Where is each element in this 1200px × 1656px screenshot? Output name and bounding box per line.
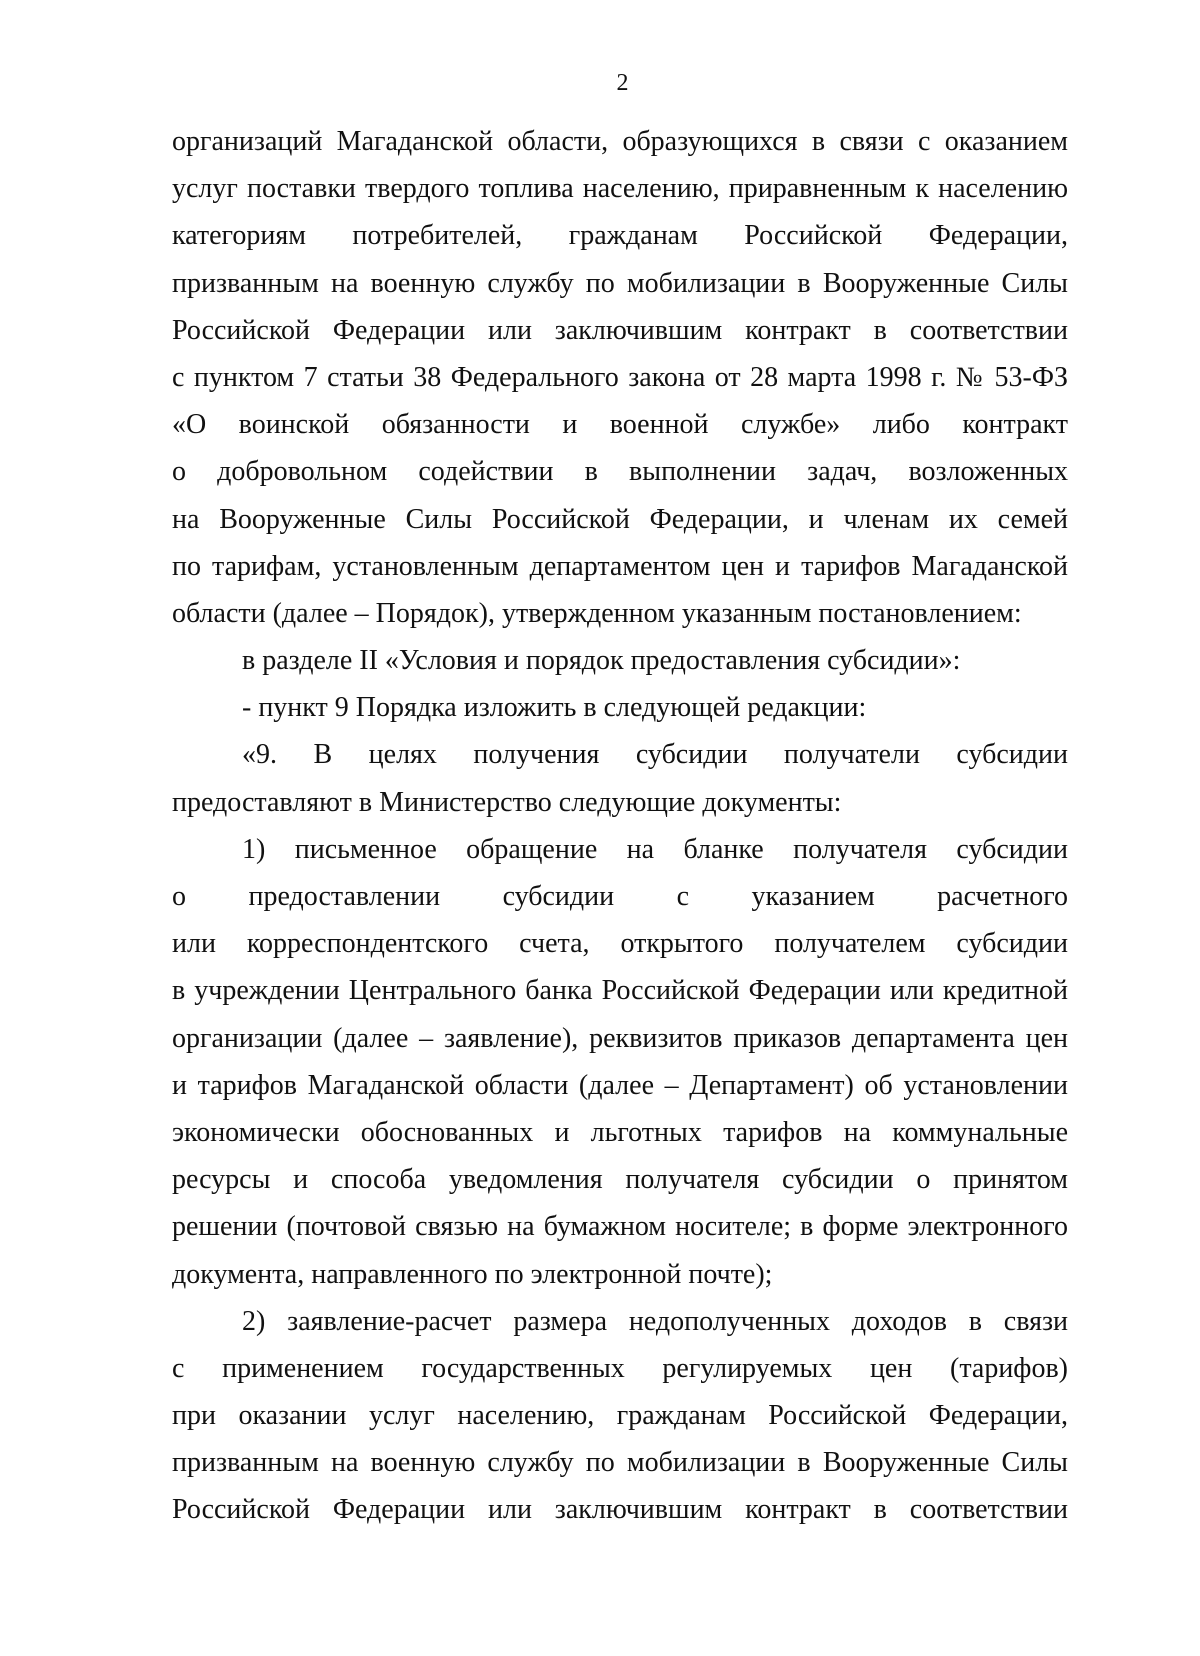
text-line: предоставляют в Министерство следующие документы: [172,786,842,818]
text-line: категориям потребителей, гражданам Российской Федерации, [172,220,1068,252]
text-line: Российской Федерации или заключившим контракт в соответствии [172,314,1068,346]
text-line: услуг поставки твердого топлива населению, приравненным к населению [172,173,1068,205]
text-line: о предоставлении субсидии с указанием расчетного [172,881,1068,912]
text-line: призванным на военную службу по мобилизации в Вооруженные Силы [172,1447,1068,1479]
text-line: ресурсы и способа уведомления получателя субсидии о принятом [172,1164,1068,1196]
text-line: при оказании услуг населению, гражданам Российской Федерации, [172,1400,1068,1432]
text-line: - пункт 9 Порядка изложить в следующей редакции: [242,692,867,724]
text-line: в разделе II «Условия и порядок предоставления субсидии»: [242,645,961,677]
text-line: «О воинской обязанности и военной службе» либо контракт [172,409,1068,441]
text-line: с пунктом 7 статьи 38 Федерального закона от 28 марта 1998 г. № 53-ФЗ [172,361,1068,393]
text-line: «9. В целях получения субсидии получатели субсидии [242,739,1068,771]
text-line: решении (почтовой связью на бумажном носителе; в форме электронного [172,1211,1068,1243]
text-line: о добровольном содействии в выполнении задач, возложенных [172,456,1068,488]
text-line: на Вооруженные Силы Российской Федерации, и членам их семей [172,503,1068,535]
text-line: и тарифов Магаданской области (далее – Департамент) об установлении [172,1069,1068,1101]
text-line: Российской Федерации или заключившим контракт в соответствии [172,1494,1068,1526]
text-line: призванным на военную службу по мобилизации в Вооруженные Силы [172,267,1068,299]
text-line: с применением государственных регулируемых цен (тарифов) [172,1352,1068,1384]
text-line: или корреспондентского счета, открытого получателем субсидии [172,928,1068,960]
text-line: в учреждении Центрального банка Российской Федерации или кредитной [172,975,1068,1007]
text-line: 1) письменное обращение на бланке получателя субсидии [242,833,1068,865]
text-line: организаций Магаданской области, образующихся в связи с оказанием [172,126,1068,157]
document-body [172,118,1068,1534]
page-number: 2 [616,70,629,96]
text-line: документа, направленного по электронной почте); [172,1258,773,1290]
text-line: 2) заявление-расчет размера недополученных доходов в связи [242,1305,1068,1337]
text-line: по тарифам, установленным департаментом цен и тарифов Магаданской [172,550,1068,582]
text-line: области (далее – Порядок), утвержденном указанным постановлением: [172,597,1022,629]
text-line: экономически обоснованных и льготных тарифов на коммунальные [172,1116,1068,1148]
text-line: организации (далее – заявление), реквизитов приказов департамента цен [172,1022,1068,1054]
